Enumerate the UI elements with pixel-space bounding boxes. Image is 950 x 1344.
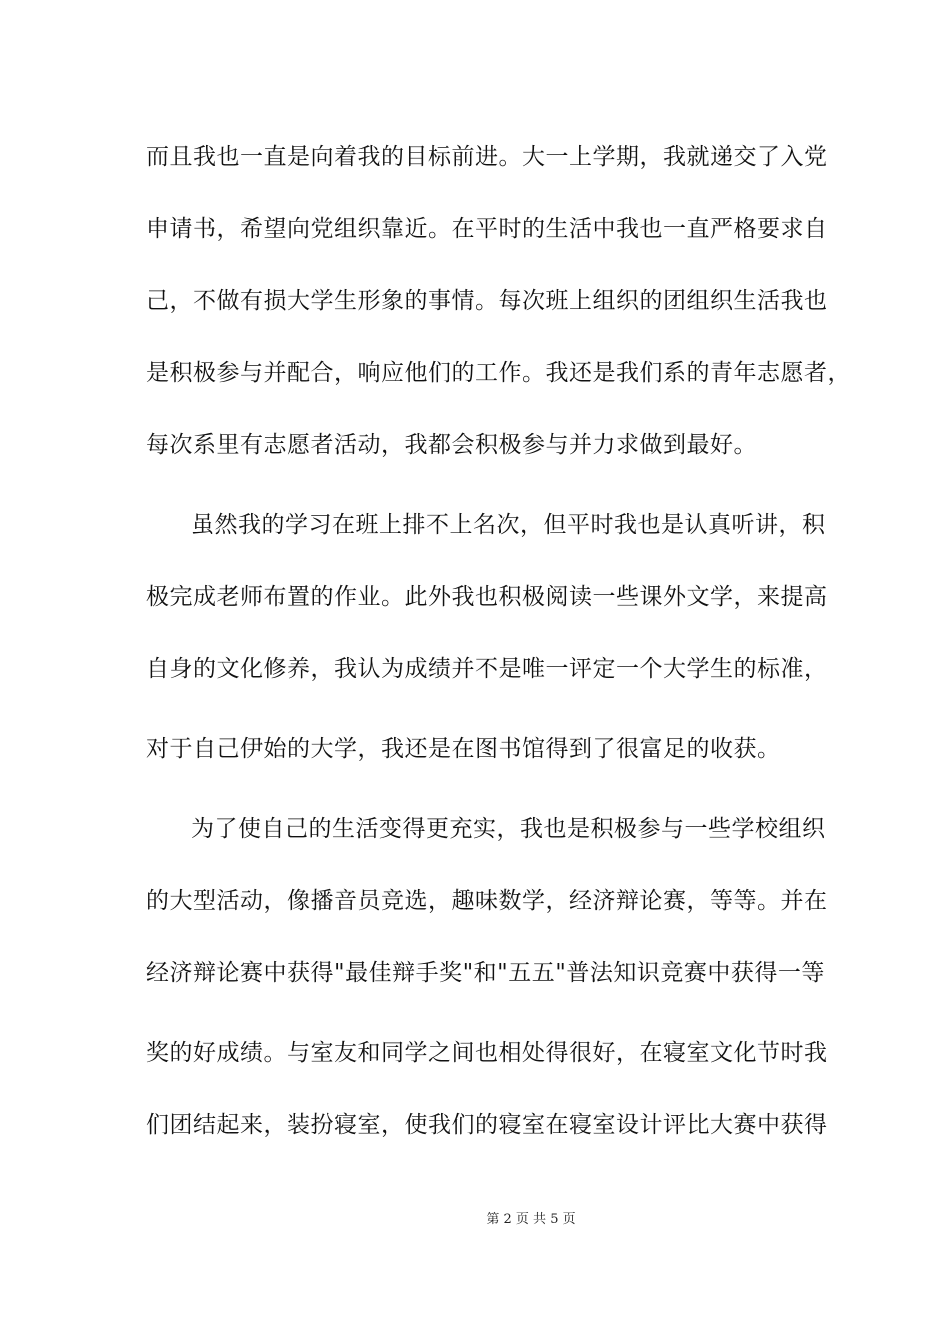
page-number-footer: 第 2 页 共 5 页 (486, 1212, 576, 1227)
paragraph-line: 虽然我的学习在班上排不上名次，但平时我也是认真听讲，积 (191, 512, 826, 538)
paragraph-line: 而且我也一直是向着我的目标前进。大一上学期，我就递交了入党 (146, 144, 828, 170)
paragraph-line: 对于自己伊始的大学，我还是在图书馆得到了很富足的收获。 (146, 736, 781, 762)
paragraph-line: 经济辩论赛中获得"最佳辩手奖"和"五五"普法知识竞赛中获得一等 (146, 960, 825, 986)
paragraph-line: 每次系里有志愿者活动，我都会积极参与并力求做到最好。 (146, 432, 757, 458)
paragraph-line: 是积极参与并配合，响应他们的工作。我还是我们系的青年志愿者， (146, 360, 851, 386)
paragraph-line: 奖的好成绩。与室友和同学之间也相处得很好，在寝室文化节时我 (146, 1040, 828, 1066)
paragraph-line: 为了使自己的生活变得更充实，我也是积极参与一些学校组织 (191, 816, 826, 842)
paragraph-line: 申请书，希望向党组织靠近。在平时的生活中我也一直严格要求自 (146, 216, 828, 242)
paragraph-line: 的大型活动，像播音员竞选，趣味数学，经济辩论赛，等等。并在 (146, 888, 828, 914)
paragraph-line: 极完成老师布置的作业。此外我也积极阅读一些课外文学，来提高 (146, 584, 828, 610)
paragraph-line: 己，不做有损大学生形象的事情。每次班上组织的团组织生活我也 (146, 288, 828, 314)
paragraph-line: 们团结起来，装扮寝室，使我们的寝室在寝室设计评比大赛中获得 (146, 1112, 828, 1138)
paragraph-line: 自身的文化修养，我认为成绩并不是唯一评定一个大学生的标准， (146, 656, 828, 682)
